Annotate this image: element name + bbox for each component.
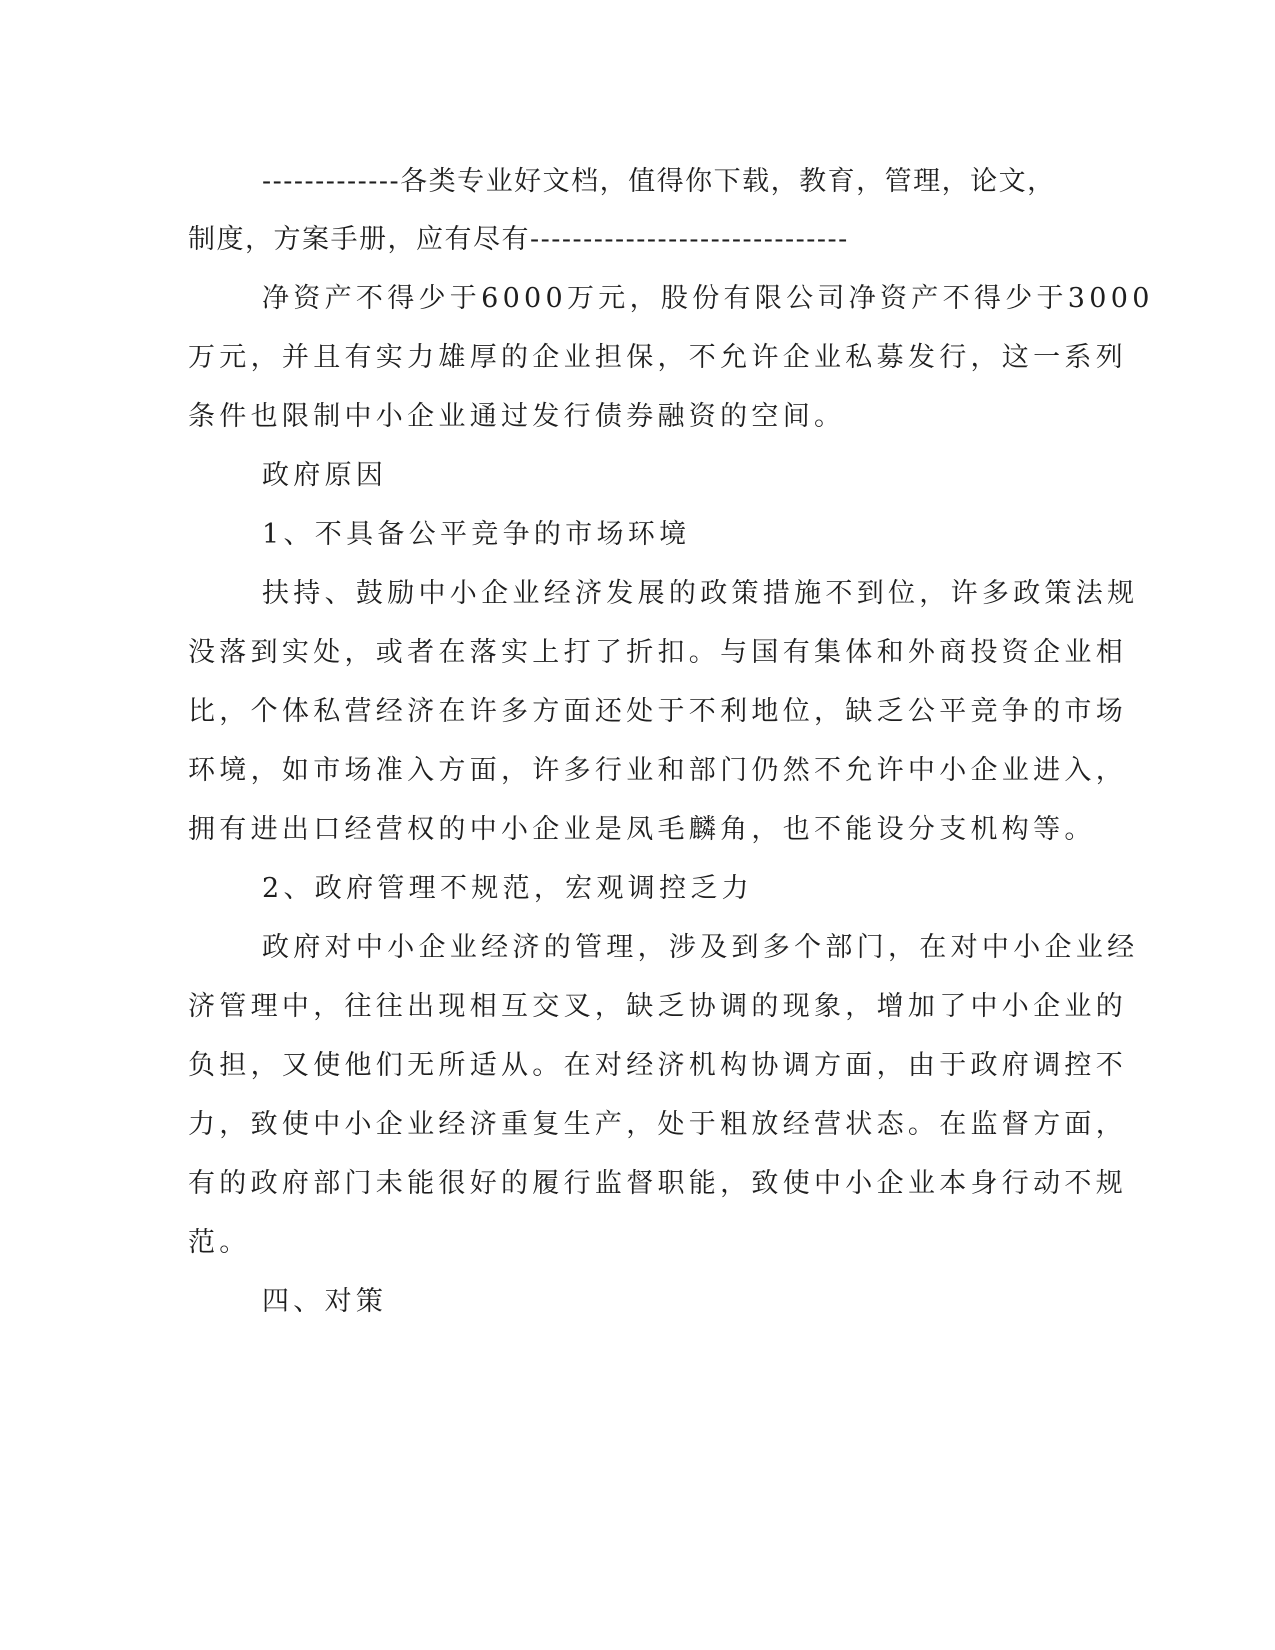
- subheading-1: 1、不具备公平竞争的市场环境: [262, 519, 691, 550]
- subheading-2: 2、政府管理不规范，宏观调控乏力: [262, 873, 753, 904]
- paragraph-line: 净资产不得少于6000万元，股份有限公司净资产不得少于3000: [262, 283, 1154, 314]
- paragraph-line: 比，个体私营经济在许多方面还处于不利地位，缺乏公平竞争的市场: [188, 696, 1127, 727]
- paragraph-line: 环境，如市场准入方面，许多行业和部门仍然不允许中小企业进入，: [188, 755, 1127, 786]
- paragraph-line: 有的政府部门未能很好的履行监督职能，致使中小企业本身行动不规: [188, 1168, 1127, 1199]
- paragraph-line: 济管理中，往往出现相互交叉，缺乏协调的现象，增加了中小企业的: [188, 991, 1127, 1022]
- paragraph-line: 条件也限制中小企业通过发行债券融资的空间。: [188, 401, 846, 432]
- banner-line-2: 制度，方案手册，应有尽有------------------------------: [188, 224, 849, 255]
- paragraph-line: 力，致使中小企业经济重复生产，处于粗放经营状态。在监督方面，: [188, 1109, 1127, 1140]
- banner-line-1: -------------各类专业好文档，值得你下载，教育，管理，论文，: [262, 166, 1056, 197]
- paragraph-line: 范。: [188, 1227, 251, 1258]
- paragraph-line: 没落到实处，或者在落实上打了折扣。与国有集体和外商投资企业相: [188, 637, 1127, 668]
- paragraph-line: 负担，又使他们无所适从。在对经济机构协调方面，由于政府调控不: [188, 1050, 1127, 1081]
- paragraph-line: 政府对中小企业经济的管理，涉及到多个部门，在对中小企业经: [262, 932, 1139, 963]
- section-heading-countermeasures: 四、对策: [262, 1286, 388, 1317]
- paragraph-line: 扶持、鼓励中小企业经济发展的政策措施不到位，许多政策法规: [262, 578, 1139, 609]
- paragraph-line: 拥有进出口经营权的中小企业是凤毛麟角，也不能设分支机构等。: [188, 814, 1096, 845]
- section-heading-government-reasons: 政府原因: [262, 460, 388, 491]
- paragraph-line: 万元，并且有实力雄厚的企业担保，不允许企业私募发行，这一系列: [188, 342, 1127, 373]
